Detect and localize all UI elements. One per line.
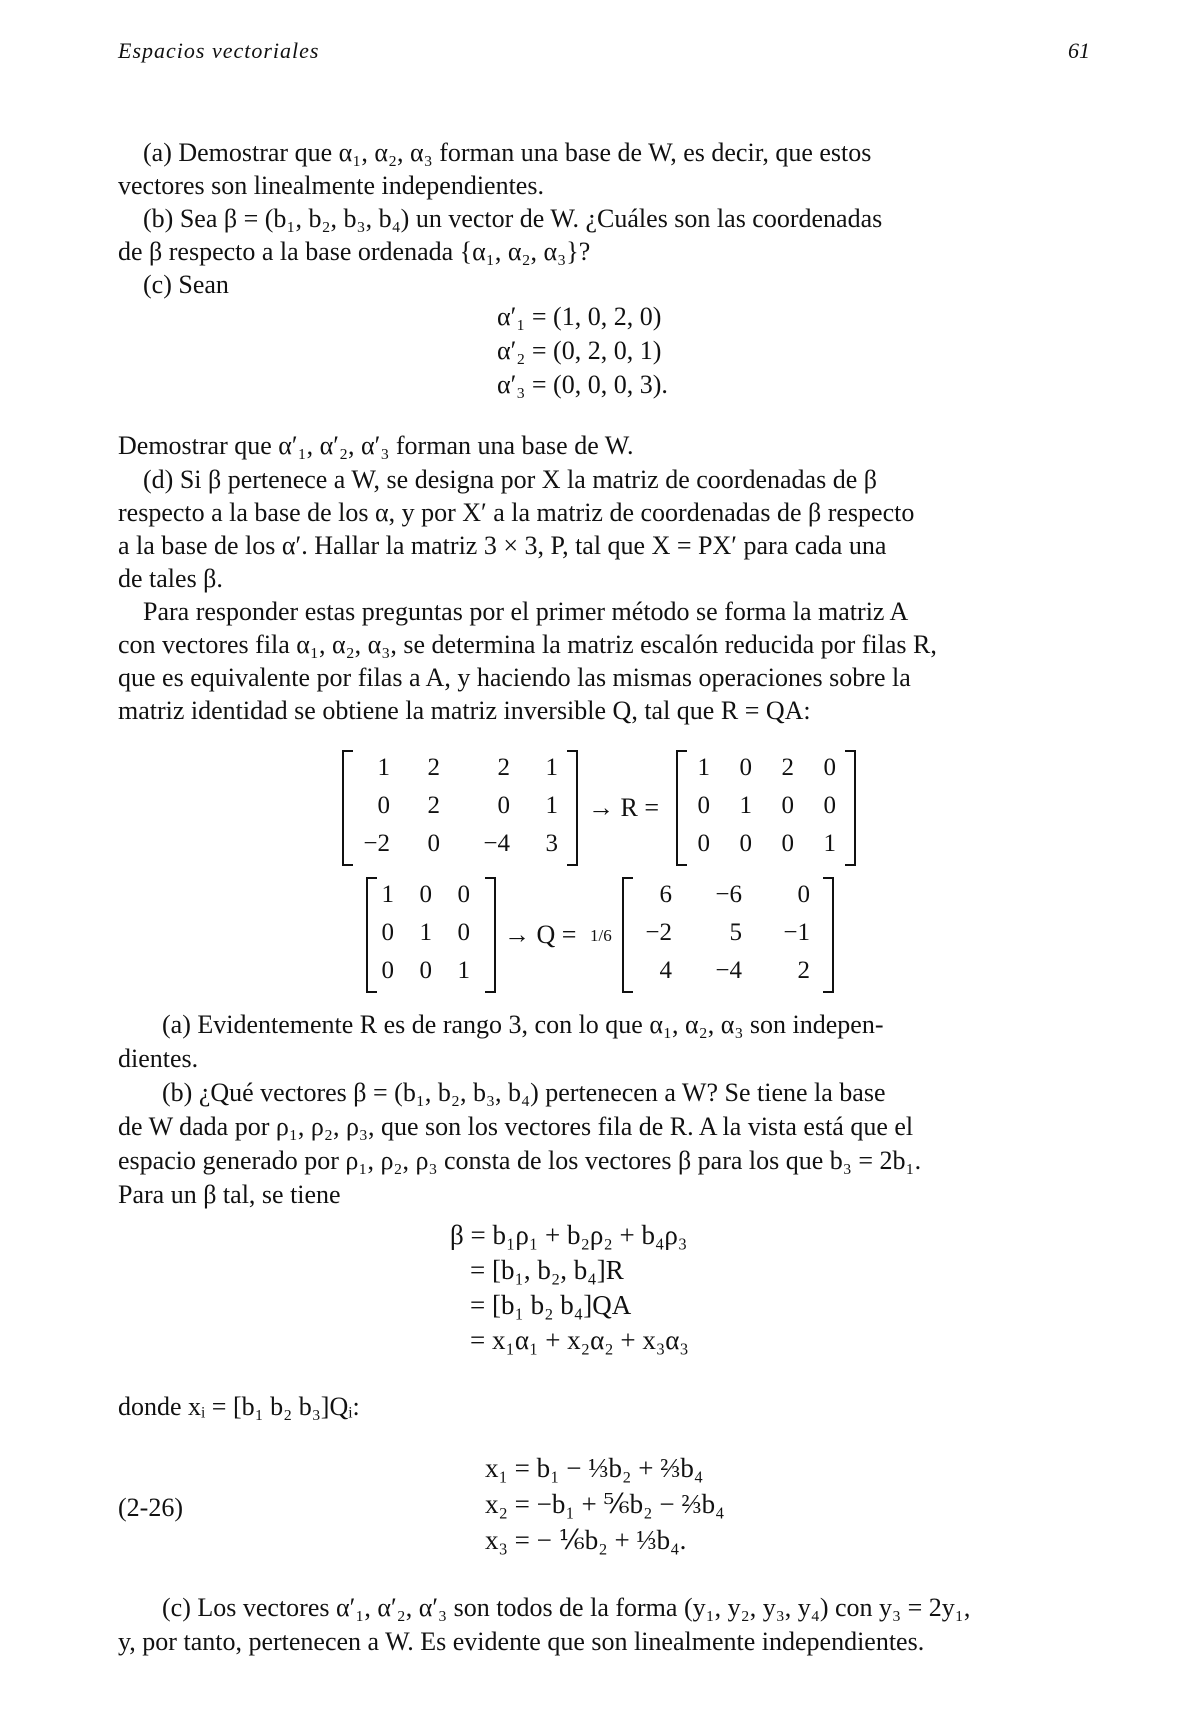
right-bracket xyxy=(823,877,834,993)
matrix-cell: 1 xyxy=(381,881,394,908)
matrix-cell: 0 xyxy=(697,830,710,857)
matrix-cell: 1 xyxy=(377,754,390,781)
matrix-cell: 1 xyxy=(545,792,558,819)
matrix-cell: 2 xyxy=(781,754,794,781)
matrix-cell: 0 xyxy=(381,957,394,984)
arrow-to-r: → R = xyxy=(588,793,660,822)
method-line-4: matriz identidad se obtiene la matriz inversible Q, tal que R = QA: xyxy=(118,696,811,725)
matrix-cell: 1 xyxy=(739,792,752,819)
x3-equation: x₃ = − ⅙b₂ + ⅓b₄. xyxy=(485,1525,687,1555)
question-d-line-3: a la base de los α′. Hallar la matriz 3 × 3, P, tal que X = PX′ para cada una xyxy=(118,531,887,560)
beta-equation-2: = [b₁, b₂, b₄]R xyxy=(470,1255,624,1285)
matrix-cell: 0 xyxy=(457,919,470,946)
matrix-cell: 2 xyxy=(797,957,810,984)
running-title: Espacios vectoriales xyxy=(118,38,320,63)
matrix-cell: 2 xyxy=(497,754,510,781)
matrix-cell: −2 xyxy=(645,919,672,946)
matrix-cell: 0 xyxy=(427,830,440,857)
matrix-cell: 1 xyxy=(697,754,710,781)
matrix-cell: 0 xyxy=(823,754,836,781)
answer-b-line-4: Para un β tal, se tiene xyxy=(118,1180,341,1209)
question-d-line-4: de tales β. xyxy=(118,564,223,593)
right-bracket xyxy=(567,750,578,866)
matrix-cell: 0 xyxy=(457,881,470,908)
question-b-line-1: (b) Sea β = (b₁, b₂, b₃, b₄) un vector de W. ¿Cuáles son las coordenadas xyxy=(143,204,883,233)
method-line-1: Para responder estas preguntas por el primer método se forma la matriz A xyxy=(143,597,909,626)
matrix-cell: 4 xyxy=(659,957,672,984)
answer-b-line-2: de W dada por ρ₁, ρ₂, ρ₃, que son los vectores fila de R. A la vista está que el xyxy=(118,1112,914,1141)
matrix-cell: 0 xyxy=(419,881,432,908)
matrix-cell: 0 xyxy=(781,830,794,857)
matrix-cell: 0 xyxy=(739,830,752,857)
matrix-cell: 2 xyxy=(427,754,440,781)
right-bracket xyxy=(485,877,496,993)
matrix-cell: −1 xyxy=(783,919,810,946)
question-b-line-2: de β respecto a la base ordenada {α₁, α₂, α₃}? xyxy=(118,237,591,266)
matrix-cell: 0 xyxy=(823,792,836,819)
question-a-line-1: (a) Demostrar que α₁, α₂, α₃ forman una base de W, es decir, que estos xyxy=(143,138,872,167)
alpha-prime-1: α′₁ = (1, 0, 2, 0) xyxy=(497,302,662,331)
beta-equation-1: β = b₁ρ₁ + b₂ρ₂ + b₄ρ₃ xyxy=(450,1220,688,1250)
method-line-2: con vectores fila α₁, α₂, α₃, se determina la matriz escalón reducida por filas R, xyxy=(118,630,937,659)
answer-c-line-2: y, por tanto, pertenecen a W. Es evidente que son linealmente independientes. xyxy=(118,1627,925,1656)
matrix-cell: 0 xyxy=(781,792,794,819)
matrix-cell: 0 xyxy=(419,957,432,984)
x2-equation: x₂ = −b₁ + ⅚b₂ − ⅔b₄ xyxy=(485,1489,725,1519)
matrix-cell: 0 xyxy=(739,754,752,781)
matrix-q xyxy=(622,877,834,993)
answer-b-line-1: (b) ¿Qué vectores β = (b₁, b₂, b₃, b₄) pertenecen a W? Se tiene la base xyxy=(162,1078,886,1107)
x1-equation: x₁ = b₁ − ⅓b₂ + ⅔b₄ xyxy=(485,1453,704,1483)
beta-equation-4: = x₁α₁ + x₂α₂ + x₃α₃ xyxy=(470,1325,689,1355)
identity-matrix xyxy=(366,877,496,993)
right-bracket xyxy=(845,750,856,866)
answer-a-line-1: (a) Evidentemente R es de rango 3, con lo que α₁, α₂, α₃ son indepen- xyxy=(162,1010,884,1039)
matrix-cell: 1 xyxy=(457,957,470,984)
alpha-prime-2: α′₂ = (0, 2, 0, 1) xyxy=(497,336,662,365)
question-d-line-2: respecto a la base de los α, y por X′ a la matriz de coordenadas de β respecto xyxy=(118,498,915,527)
question-c-show: Demostrar que α′₁, α′₂, α′₃ forman una base de W. xyxy=(118,431,634,460)
matrix-cell: 0 xyxy=(697,792,710,819)
page-number: 61 xyxy=(1068,38,1090,63)
matrix-cell: −6 xyxy=(715,881,742,908)
question-d-line-1: (d) Si β pertenece a W, se designa por X la matriz de coordenadas de β xyxy=(143,465,877,494)
matrix-r xyxy=(676,750,856,866)
q-factor: 1/6 xyxy=(590,926,612,945)
matrix-cell: −4 xyxy=(483,830,510,857)
matrix-cell: 5 xyxy=(729,919,742,946)
matrix-cell: 1 xyxy=(419,919,432,946)
matrix-cell: 0 xyxy=(381,919,394,946)
answer-a-line-2: dientes. xyxy=(118,1044,199,1073)
matrix-cell: −2 xyxy=(363,830,390,857)
alpha-prime-3: α′₃ = (0, 0, 0, 3). xyxy=(497,370,668,399)
donde-line: donde xᵢ = [b₁ b₂ b₃]Qᵢ: xyxy=(118,1392,360,1421)
arrow-to-q: → Q = xyxy=(504,920,577,949)
answer-c-line-1: (c) Los vectores α′₁, α′₂, α′₃ son todos de la forma (y₁, y₂, y₃, y₄) con y₃ = 2y₁, xyxy=(162,1593,971,1622)
matrix-a xyxy=(342,750,578,866)
matrix-cell: 0 xyxy=(377,792,390,819)
question-a-line-2: vectores son linealmente independientes. xyxy=(118,171,544,200)
question-c-line: (c) Sean xyxy=(143,270,229,299)
matrix-cell: 1 xyxy=(823,830,836,857)
matrix-cell: 0 xyxy=(497,792,510,819)
matrix-cell: 6 xyxy=(659,881,672,908)
matrix-cell: −4 xyxy=(715,957,742,984)
matrix-cell: 2 xyxy=(427,792,440,819)
method-line-3: que es equivalente por filas a A, y haciendo las mismas operaciones sobre la xyxy=(118,663,911,692)
equation-label: (2-26) xyxy=(118,1493,183,1522)
answer-b-line-3: espacio generado por ρ₁, ρ₂, ρ₃ consta de los vectores β para los que b₃ = 2b₁. xyxy=(118,1146,922,1175)
beta-equation-3: = [b₁ b₂ b₄]QA xyxy=(470,1290,632,1320)
matrix-cell: 0 xyxy=(797,881,810,908)
matrix-cell: 1 xyxy=(545,754,558,781)
matrix-cell: 3 xyxy=(545,830,558,857)
